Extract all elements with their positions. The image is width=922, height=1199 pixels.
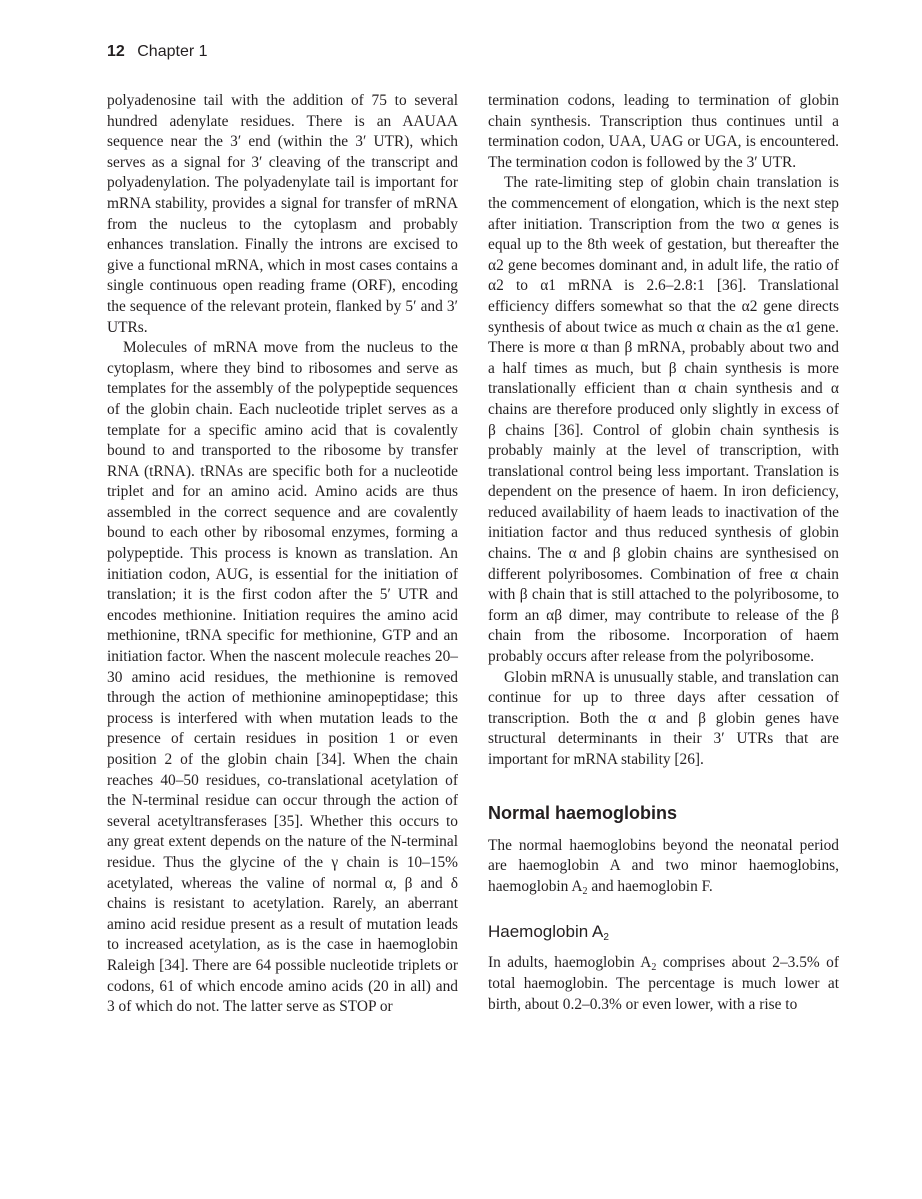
paragraph-text: and haemoglobin F. <box>587 877 713 895</box>
subscript: 2 <box>651 962 657 974</box>
subscript: 2 <box>603 932 609 944</box>
page-header <box>107 43 208 61</box>
left-column <box>107 91 458 1018</box>
chapter-label: Chapter 1 <box>137 43 208 60</box>
paragraph: The rate-limiting step of globin chain translation is the commencement of elongation, which is the next step after initiation. Transcription from the two α genes is equal up to the 8th week of gestation, but thereafter the α2 gene becomes dominant and, in adult life, the ratio of α2 to α1 mRNA is 2.6–2.8:1 [36]. Translational efficiency differs somewhat so that the α2 gene directs synthesis of about twice as much α chain as the α1 gene. There is more α than β mRNA, probably about two and a half times as much, but β chain synthesis is more translationally efficient than α chain synthesis and α chains are therefore produced only slightly in excess of β chains [36]. Control of globin chain synthesis is probably mainly at the level of transcription, with translational control being less important. Translation is dependent on the presence of haem. In iron deficiency, reduced availability of haem leads to inactivation of the initiation factor and thus reduced synthesis of globin chains. The α and β globin chains are synthesised on different polyribosomes. Combination of free α chain with β chain that is still attached to the polyribosome, to form an αβ dimer, may contribute to release of the β chain from the ribosome. Incorporation of haem probably occurs after release from the polyribosome. <box>488 174 839 666</box>
paragraph: Molecules of mRNA move from the nucleus to the cytoplasm, where they bind to ribosomes and serve as templates for the assembly of the polypeptide sequences of the globin chain. Each nucleotide triplet serves as a template for a specific amino acid that is covalently bound to and transported to the ribosome by transfer RNA (tRNA). tRNAs are specific both for a nucleotide triplet and for an amino acid. Amino acids are thus assembled in the correct sequence and are covalently bound to each other by ribosomal enzymes, forming a polypeptide. This process is known as translation. An initiation codon, AUG, is essential for the initiation of translation; it is the first codon after the 5′ UTR and encodes methionine. Initiation requires the amino acid methionine, tRNA specific for methionine, GTP and an initiation factor. When the nascent molecule reaches 20–30 amino acid residues, the methionine is removed through the action of methionine aminopeptidase; this process is interfered with when mutation leads to the presence of certain residues in position 1 or even position 2 of the globin chain [34]. When the chain reaches 40–50 residues, co-translational acetylation of the N-terminal residue can occur through the action of several acetyltransferases [35]. Whether this occurs to any great extent depends on the nature of the N-terminal residue. Thus the glycine of the γ chain is 10–15% acetylated, whereas the valine of normal α, β and δ chains is resistant to acetylation. Rarely, an aberrant amino acid residue present as a result of mutation leads to increased acetylation, as is the case in haemoglobin Raleigh [34]. There are 64 possible nucleotide triplets or codons, 61 of which encode amino acids (20 in all) and 3 of which do not. The latter serve as STOP or <box>107 339 458 1016</box>
subscript: 2 <box>582 885 588 897</box>
subsection-heading-text: Haemoglobin A <box>488 922 604 942</box>
paragraph-text: The normal haemoglobins beyond the neonatal period are haemoglobin A and two minor haemoglobins, haemoglobin A <box>488 836 839 895</box>
paragraph: polyadenosine tail with the addition of 75 to several hundred adenylate residues. There is an AAUAA sequence near the 3′ end (within the 3′ UTR), which serves as a signal for 3′ cleaving of the transcript and polyadenylation. The polyadenylate tail is important for mRNA stability, provides a signal for transfer of mRNA from the nucleus to the cytoplasm and probably enhances translation. Finally the introns are excised to give a functional mRNA, which in most cases contains a single continuous open reading frame (ORF), encoding the sequence of the relevant protein, flanked by 5′ and 3′ UTRs. <box>107 92 458 336</box>
paragraph: Globin mRNA is unusually stable, and translation can continue for up to three days after cessation of transcription. Both the α and β globin genes have structural determinants in their 3′ UTRs that are important for mRNA stability [26]. <box>488 668 839 768</box>
paragraph <box>488 836 839 898</box>
page-number: 12 <box>107 43 125 60</box>
paragraph: termination codons, leading to termination of globin chain synthesis. Transcription thus continues until a termination codon, UAA, UAG or UGA, is encountered. The termination codon is followed by the 3′ UTR. <box>488 92 839 171</box>
section-heading: Normal haemoglobins <box>488 802 678 823</box>
paragraph <box>488 953 839 1015</box>
paragraph-text: In adults, haemoglobin A <box>488 954 652 972</box>
right-column <box>488 91 839 1015</box>
subsection-heading <box>488 921 839 943</box>
paragraph-text: comprises about 2–3.5% of total haemoglobin. The percentage is much lower at birth, about 0.2–0.3% or even lower, with a rise to <box>488 954 839 1013</box>
